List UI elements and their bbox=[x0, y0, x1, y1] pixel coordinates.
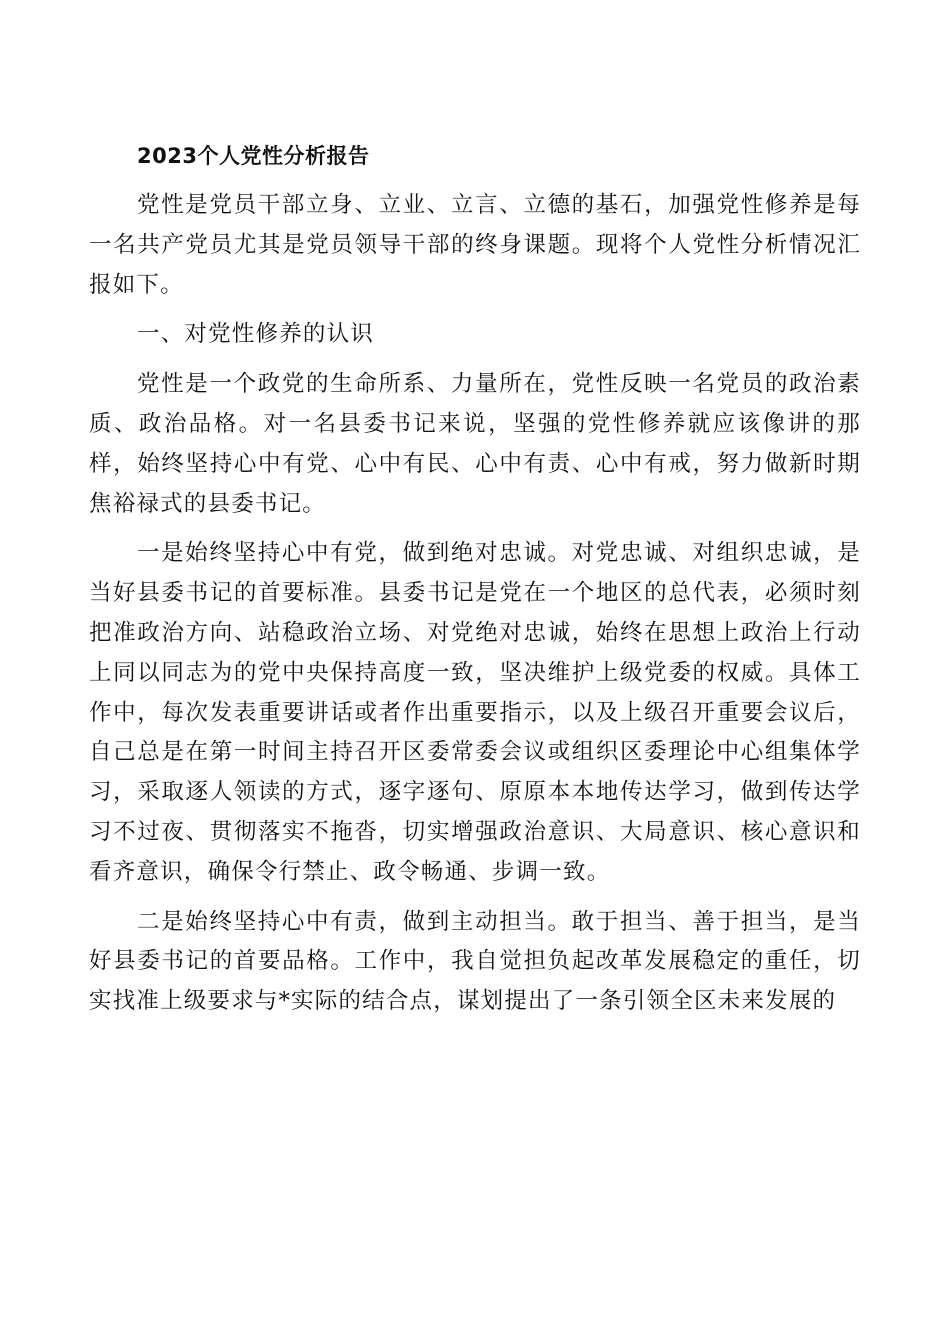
intro-paragraph: 党性是党员干部立身、立业、立言、立德的基石，加强党性修养是每一名共产党员尤其是党员领导干部的终身课题。现将个人党性分析情况汇报如下。 bbox=[89, 192, 861, 298]
body-paragraph: 一是始终坚持心中有党，做到绝对忠诚。对党忠诚、对组织忠诚，是当好县委书记的首要标准。县委书记是党在一个地区的总代表，必须时刻把准政治方向、站稳政治立场、对党绝对忠诚，始终在思想上政治上行动上同以同志为的党中央保持高度一致，坚决维护上级党委的权威。具体工作中，每次发表重要讲话或者作出重要指示，以及上级召开重要会议后，自己总是在第一时间主持召开区委常委会议或组织区委理论中心组集体学习，采取逐人领读的方式，逐字逐句、原原本本地传达学习，做到传达学习不过夜、贯彻落实不拖沓，切实增强政治意识、大局意识、核心意识和看齐意识，确保令行禁止、政令畅通、步调一致。 bbox=[89, 540, 861, 885]
body-paragraph: 二是始终坚持心中有责，做到主动担当。敢于担当、善于担当，是当好县委书记的首要品格。工作中，我自觉担负起改革发展稳定的重任，切实找准上级要求与*实际的结合点，谋划提出了一条引领全区未来发展的 bbox=[89, 908, 861, 1015]
section-heading: 一、对党性修养的认识 bbox=[137, 321, 375, 348]
body-paragraph: 党性是一个政党的生命所系、力量所在，党性反映一名党员的政治素质、政治品格。对一名县委书记来说，坚强的党性修养就应该像讲的那样，始终坚持心中有党、心中有民、心中有责、心中有戒，努力做新时期焦裕禄式的县委书记。 bbox=[89, 371, 861, 517]
document-title: 2023个人党性分析报告 bbox=[137, 144, 370, 168]
document-body bbox=[89, 136, 861, 1032]
